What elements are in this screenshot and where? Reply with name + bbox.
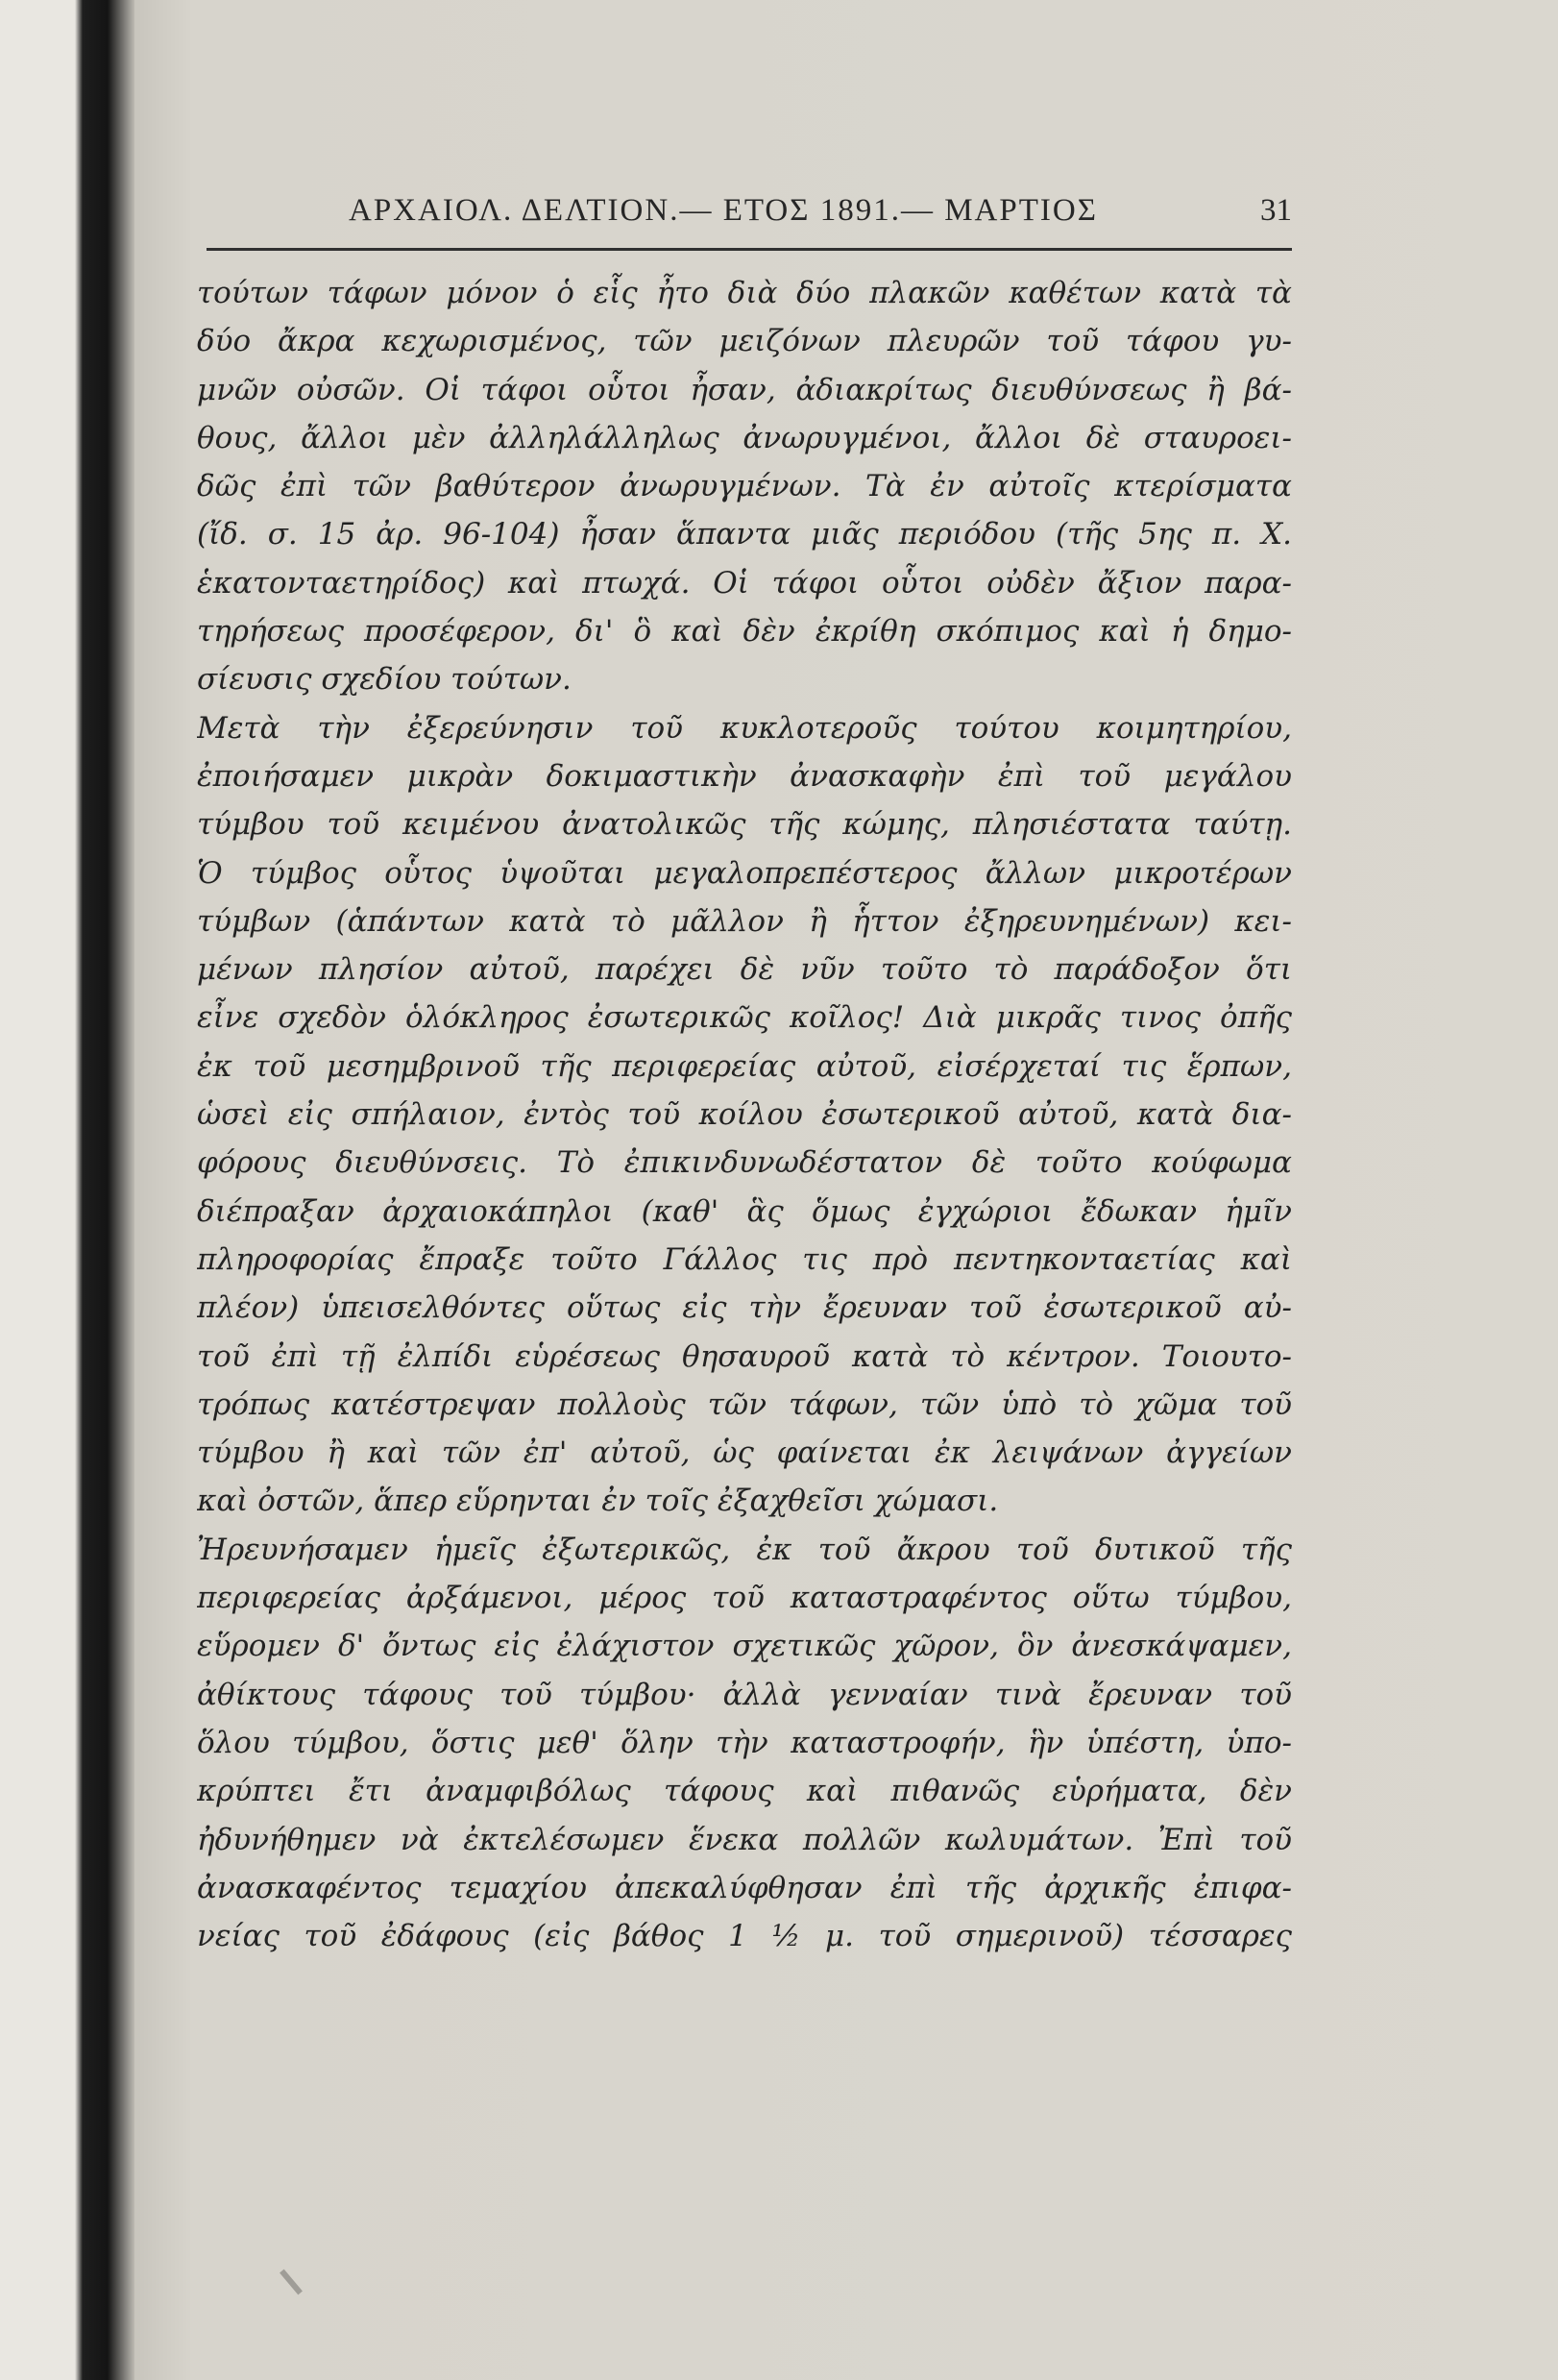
text-line: διέπραξαν ἀρχαιοκάπηλοι (καθ' ἃς ὅμως ἐγχώριοι ἔδωκαν ἡμῖν xyxy=(197,1193,1292,1229)
text-line: μένων πλησίον αὐτοῦ, παρέχει δὲ νῦν τοῦτο τὸ παράδοξον ὅτι xyxy=(197,952,1292,988)
text-line: Μετὰ τὴν ἐξερεύνησιν τοῦ κυκλοτεροῦς τούτου κοιμητηρίου, xyxy=(197,710,1292,746)
text-line: τηρήσεως προσέφερον, δι' ὃ καὶ δὲν ἐκρίθη σκόπιμος καὶ ἡ δημο- xyxy=(197,614,1292,650)
text-line: τύμβου τοῦ κειμένου ἀνατολικῶς τῆς κώμης, πλησιέστατα ταύτῃ. xyxy=(197,807,1292,843)
text-line: τρόπως κατέστρεψαν πολλοὺς τῶν τάφων, τῶν ὑπὸ τὸ χῶμα τοῦ xyxy=(197,1386,1292,1422)
text-line: ἀθίκτους τάφους τοῦ τύμβου· ἀλλὰ γενναίαν τινὰ ἔρευναν τοῦ xyxy=(197,1677,1292,1712)
text-line: ἑκατονταετηρίδος) καὶ πτωχά. Οἱ τάφοι οὗτοι οὐδὲν ἄξιον παρα- xyxy=(197,565,1292,601)
text-line: τύμβου ἢ καὶ τῶν ἐπ' αὐτοῦ, ὡς φαίνεται ἐκ λειψάνων ἀγγείων xyxy=(197,1435,1292,1471)
header-rule xyxy=(207,248,1292,251)
text-line: πλέον) ὑπεισελθόντες οὕτως εἰς τὴν ἔρευναν τοῦ ἐσωτερικοῦ αὐ- xyxy=(197,1290,1292,1326)
page-header xyxy=(207,187,1292,235)
text-line: τύμβων (ἁπάντων κατὰ τὸ μᾶλλον ἢ ἧττον ἐξηρευνημένων) κει- xyxy=(197,903,1292,939)
book-binding-shadow xyxy=(0,0,134,2380)
text-line: δῶς ἐπὶ τῶν βαθύτερον ἀνωρυγμένων. Τὰ ἐν αὐτοῖς κτερίσματα xyxy=(197,469,1292,504)
text-line: σίευσις σχεδίου τούτων. xyxy=(197,662,572,698)
text-line: περιφερείας ἀρξάμενοι, μέρος τοῦ καταστραφέντος οὕτω τύμβου, xyxy=(197,1581,1292,1616)
text-line: νείας τοῦ ἐδάφους (εἰς βάθος 1 ½ μ. τοῦ σημερινοῦ) τέσσαρες xyxy=(197,1919,1292,1954)
body-text xyxy=(197,269,1292,1960)
text-line: εὕρομεν δ' ὄντως εἰς ἐλάχιστον σχετικῶς χῶρον, ὃν ἀνεσκάψαμεν, xyxy=(197,1629,1292,1664)
text-line: εἶνε σχεδὸν ὁλόκληρος ἐσωτερικῶς κοῖλος! Διὰ μικρᾶς τινος ὀπῆς xyxy=(197,1000,1292,1036)
text-line: ἠδυνήθημεν νὰ ἐκτελέσωμεν ἕνεκα πολλῶν κωλυμάτων. Ἐπὶ τοῦ xyxy=(197,1822,1292,1857)
text-line: ἀνασκαφέντος τεμαχίου ἀπεκαλύφθησαν ἐπὶ τῆς ἀρχικῆς ἐπιφα- xyxy=(197,1870,1292,1905)
text-line: Ἠρευνήσαμεν ἡμεῖς ἐξωτερικῶς, ἐκ τοῦ ἄκρου τοῦ δυτικοῦ τῆς xyxy=(197,1532,1292,1567)
text-line: φόρους διευθύνσεις. Τὸ ἐπικινδυνωδέστατον δὲ τοῦτο κούφωμα xyxy=(197,1145,1292,1181)
text-line: ὡσεὶ εἰς σπήλαιον, ἐντὸς τοῦ κοίλου ἐσωτερικοῦ αὐτοῦ, κατὰ δια- xyxy=(197,1097,1292,1133)
text-line: τούτων τάφων μόνον ὁ εἷς ἦτο διὰ δύο πλακῶν καθέτων κατὰ τὰ xyxy=(197,276,1292,310)
page-number: 31 xyxy=(1260,193,1292,228)
text-line: (ἴδ. σ. 15 ἀρ. 96-104) ἦσαν ἅπαντα μιᾶς περιόδου (τῆς 5ης π. Χ. xyxy=(197,517,1292,552)
text-line: ἐκ τοῦ μεσημβρινοῦ τῆς περιφερείας αὐτοῦ, εἰσέρχεταί τις ἕρπων, xyxy=(197,1048,1292,1084)
text-line: θους, ἄλλοι μὲν ἀλληλάλληλως ἀνωρυγμένοι, ἄλλοι δὲ σταυροει- xyxy=(197,420,1292,455)
text-line: κρύπτει ἔτι ἀναμφιβόλως τάφους καὶ πιθανῶς εὑρήματα, δὲν xyxy=(197,1774,1292,1809)
text-line: ὅλου τύμβου, ὅστις μεθ' ὅλην τὴν καταστροφήν, ἣν ὑπέστη, ὑπο- xyxy=(197,1725,1292,1760)
running-head: ΑΡΧΑΙΟΛ. ΔΕΛΤΙΟΝ.— ΕΤΟΣ 1891.— ΜΑΡΤΙΟΣ xyxy=(349,193,1098,228)
text-line: Ὁ τύμβος οὗτος ὑψοῦται μεγαλοπρεπέστερος ἄλλων μικροτέρων xyxy=(197,855,1292,891)
text-line: μνῶν οὐσῶν. Οἱ τάφοι οὗτοι ἦσαν, ἀδιακρίτως διευθύνσεως ἢ βά- xyxy=(197,372,1292,407)
text-line: ἐποιήσαμεν μικρὰν δοκιμαστικὴν ἀνασκαφὴν ἐπὶ τοῦ μεγάλου xyxy=(197,758,1292,794)
text-line: δύο ἄκρα κεχωρισμένος, τῶν μειζόνων πλευρῶν τοῦ τάφου γυ- xyxy=(197,324,1292,359)
text-line: τοῦ ἐπὶ τῇ ἐλπίδι εὑρέσεως θησαυροῦ κατὰ τὸ κέντρον. Τοιουτο- xyxy=(197,1338,1292,1374)
text-line: πληροφορίας ἔπραξε τοῦτο Γάλλος τις πρὸ πεντηκονταετίας καὶ xyxy=(197,1241,1292,1277)
text-line: καὶ ὀστῶν, ἅπερ εὕρηνται ἐν τοῖς ἐξαχθεῖσι χώμασι. xyxy=(197,1484,999,1519)
